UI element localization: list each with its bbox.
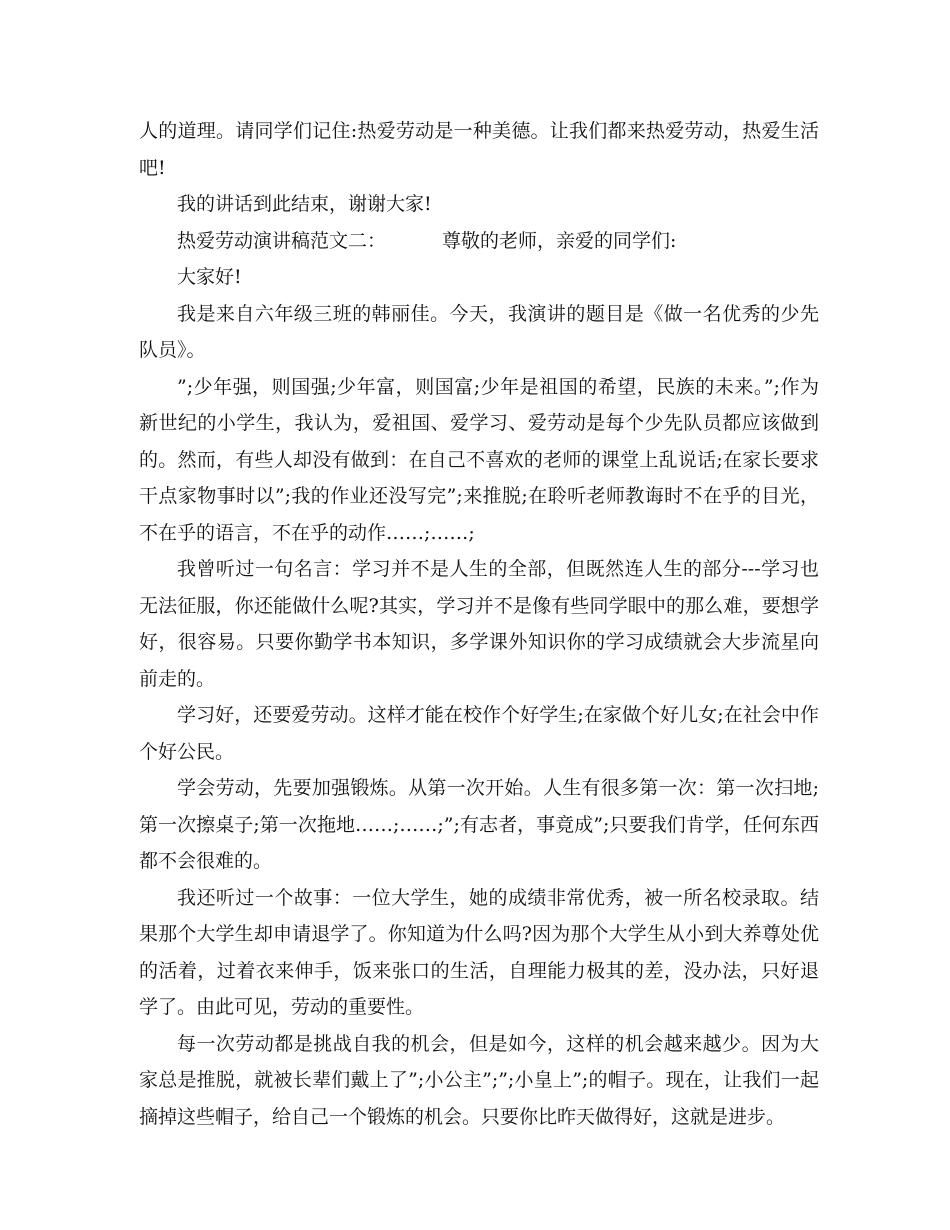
paragraph-9: 学会劳动，先要加强锻炼。从第一次开始。人生有很多第一次：第一次扫地;第一次擦桌子;第一次拖地……;……;”;有志者，事竟成”;只要我们肯学，任何东西都不会很难的。: [139, 777, 819, 872]
paragraph-4: 大家好!: [177, 266, 242, 288]
paragraph-7: 我曾听过一句名言：学习并不是人生的全部，但既然连人生的部分---学习也无法征服，你还能做什么呢?其实，学习并不是像有些同学眼中的那么难，要想学好，很容易。只要你勤学书本知识，多学课外知识你的学习成绩就会大步流星向前走的。: [139, 558, 819, 690]
document-body: [139, 113, 819, 1135]
salutation: 尊敬的老师，亲爱的同学们:: [442, 229, 677, 252]
paragraph-8: 学习好，还要爱劳动。这样才能在校作个好学生;在家做个好儿女;在社会中作个好公民。: [139, 704, 819, 763]
paragraph-1: 人的道理。请同学们记住:热爱劳动是一种美德。让我们都来热爱劳动，热爱生活吧!: [139, 120, 819, 179]
paragraph-5: 我是来自六年级三班的韩丽佳。今天，我演讲的题目是《做一名优秀的少先队员》。: [139, 302, 819, 361]
paragraph-11: 每一次劳动都是挑战自我的机会，但是如今，这样的机会越来越少。因为大家总是推脱，就被长辈们戴上了”;小公主”;”;小皇上”;的帽子。现在，让我们一起摘掉这些帽子，给自己一个锻炼的机会。只要你比昨天做得好，这就是进步。: [139, 1032, 819, 1128]
paragraph-3: [139, 223, 819, 260]
paragraph-2: 我的讲话到此结束，谢谢大家!: [177, 193, 432, 215]
paragraph-6: ”;少年强，则国强;少年富，则国富;少年是祖国的希望，民族的未来。”;作为新世纪的小学生，我认为，爱祖国、爱学习、爱劳动是每个少先队员都应该做到的。然而，有些人却没有做到：在自己不喜欢的老师的课堂上乱说话;在家长要求干点家物事时以”;我的作业还没写完”;来推脱;在聆听老师教诲时不在乎的目光，不在乎的语言，不在乎的动作……;……;: [139, 375, 819, 544]
paragraph-10: 我还听过一个故事：一位大学生，她的成绩非常优秀，被一所名校录取。结果那个大学生却申请退学了。你知道为什么吗?因为那个大学生从小到大养尊处优的活着，过着衣来伸手，饭来张口的生活，自理能力极其的差，没办法，只好退学了。由此可见，劳动的重要性。: [139, 886, 819, 1018]
section-heading: 热爱劳动演讲稿范文二：: [177, 229, 387, 252]
